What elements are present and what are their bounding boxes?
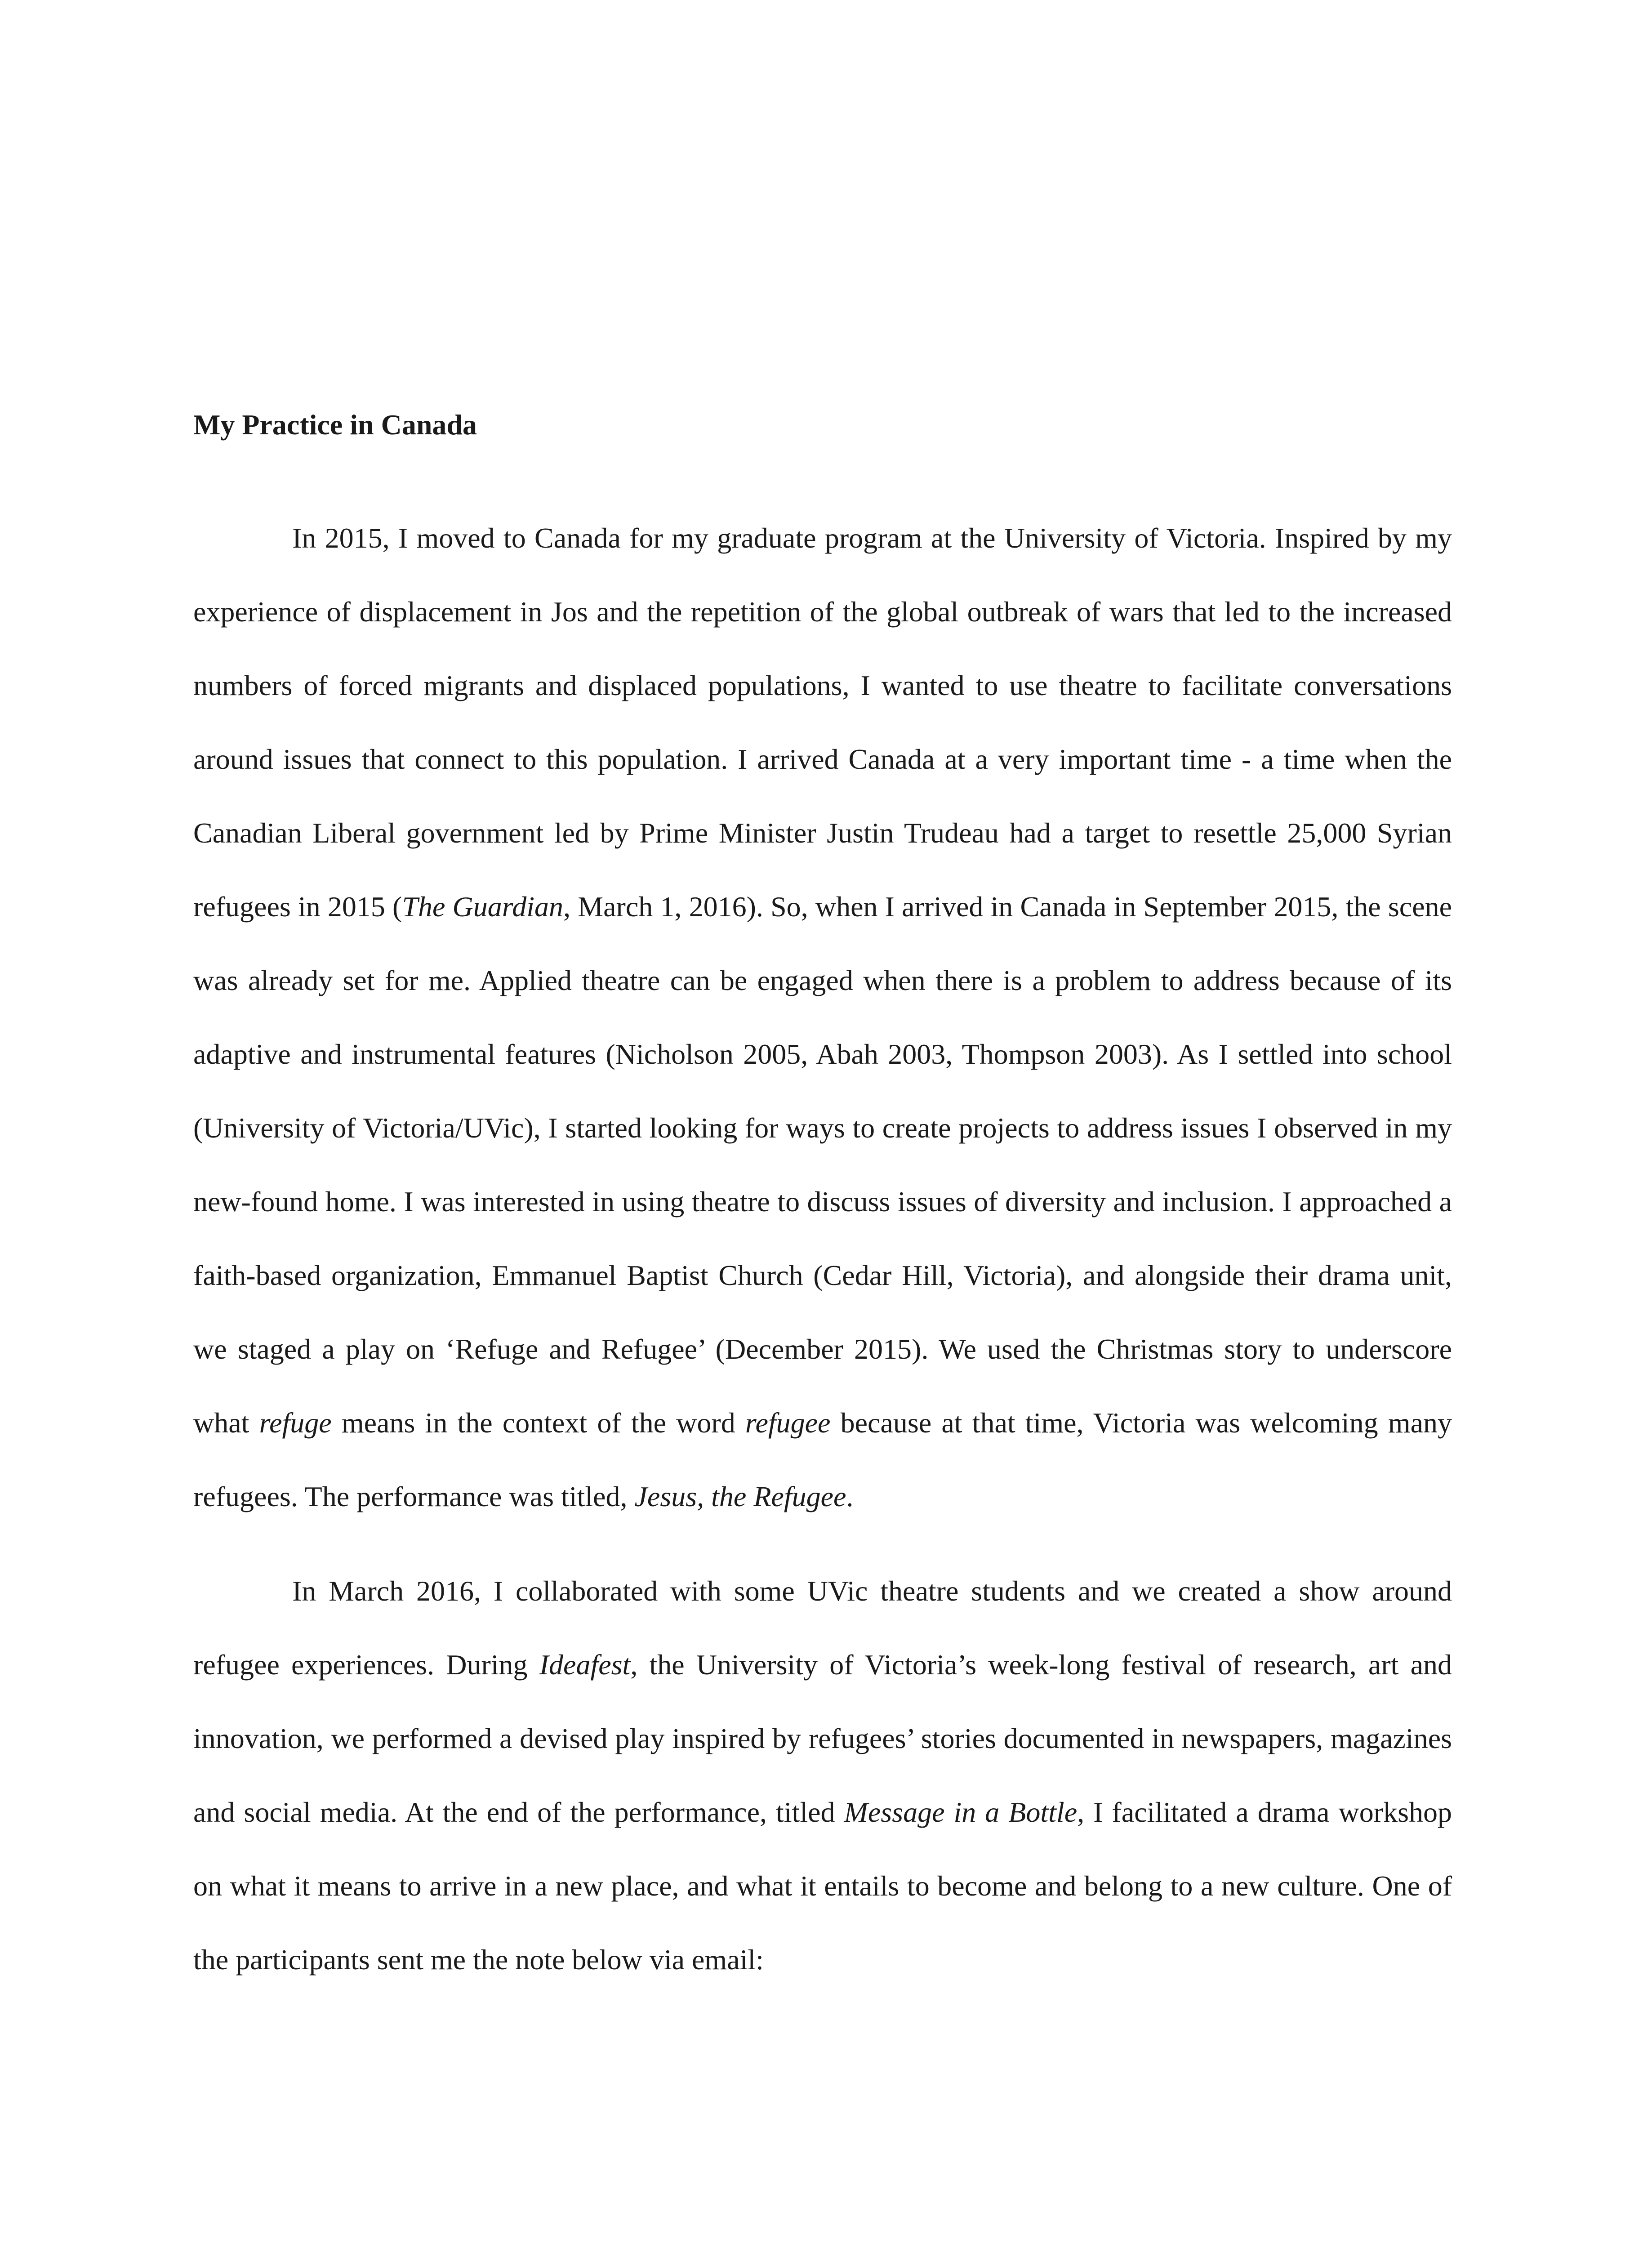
- paragraph-text: , March 1, 2016). So, when I arrived in Canada in September 2015, the scene was already set for me. Applied theatre can be engaged when there is a problem to address because of its adaptive and instrumental features (Nicholson 2005, Abah 2003, Thompson 2003). As I settled into school (University of Victoria/UVic), I started looking for ways to create projects to address issues I observed in my new-found home. I was interested in using theatre to discuss issues of diversity and inclusion. I approached a faith-based organization, Emmanuel Baptist Church (Cedar Hill, Victoria), and alongside their drama unit, we staged a play on ‘Refuge and Refugee’ (December 2015). We used the Christmas story to underscore what: [193, 891, 1452, 1439]
- paragraph-text: , the University of Victoria’s week-long festival of research, art and innovation, we performed a devised play inspired by refugees’ stories documented in newspapers, magazines and social media. At the end of the performance, titled: [193, 1649, 1452, 1828]
- italic-performance-title: Jesus, the Refugee: [634, 1481, 846, 1512]
- italic-performance-title: Message in a Bottle: [844, 1796, 1078, 1828]
- paragraph-text: .: [846, 1481, 854, 1512]
- page-content: [193, 407, 1452, 2017]
- italic-festival-name: Ideafest: [539, 1649, 631, 1681]
- paragraph-ideafest: [193, 1554, 1452, 1997]
- italic-publication-title: The Guardian: [402, 891, 564, 923]
- paragraph-text: , I facilitated a drama workshop on what it means to arrive in a new place, and what it entails to become and belong to a new culture. One of the participants sent me the note below via email:: [193, 1796, 1452, 1976]
- paragraph-text: because at that time, Victoria was welcoming many refugees. The performance was titled,: [193, 1407, 1452, 1512]
- section-heading: My Practice in Canada: [193, 409, 477, 441]
- paragraph-text: In 2015, I moved to Canada for my graduate program at the University of Victoria. Inspired by my experience of displacement in Jos and the repetition of the global outbreak of wars that led to the increased numbers of forced migrants and displaced populations, I wanted to use theatre to facilitate conversations around issues that connect to this population. I arrived Canada at a very important time - a time when the Canadian Liberal government led by Prime Minister Justin Trudeau had a target to resettle 25,000 Syrian refugees in 2015 (: [193, 522, 1452, 923]
- paragraph-text: means in the context of the word: [331, 1407, 745, 1439]
- paragraph-practice-intro: [193, 501, 1452, 1534]
- italic-term: refuge: [259, 1407, 332, 1439]
- paragraph-text: In March 2016, I collaborated with some UVic theatre students and we created a show around refugee experiences. During: [193, 1575, 1452, 1681]
- italic-term: refugee: [745, 1407, 831, 1439]
